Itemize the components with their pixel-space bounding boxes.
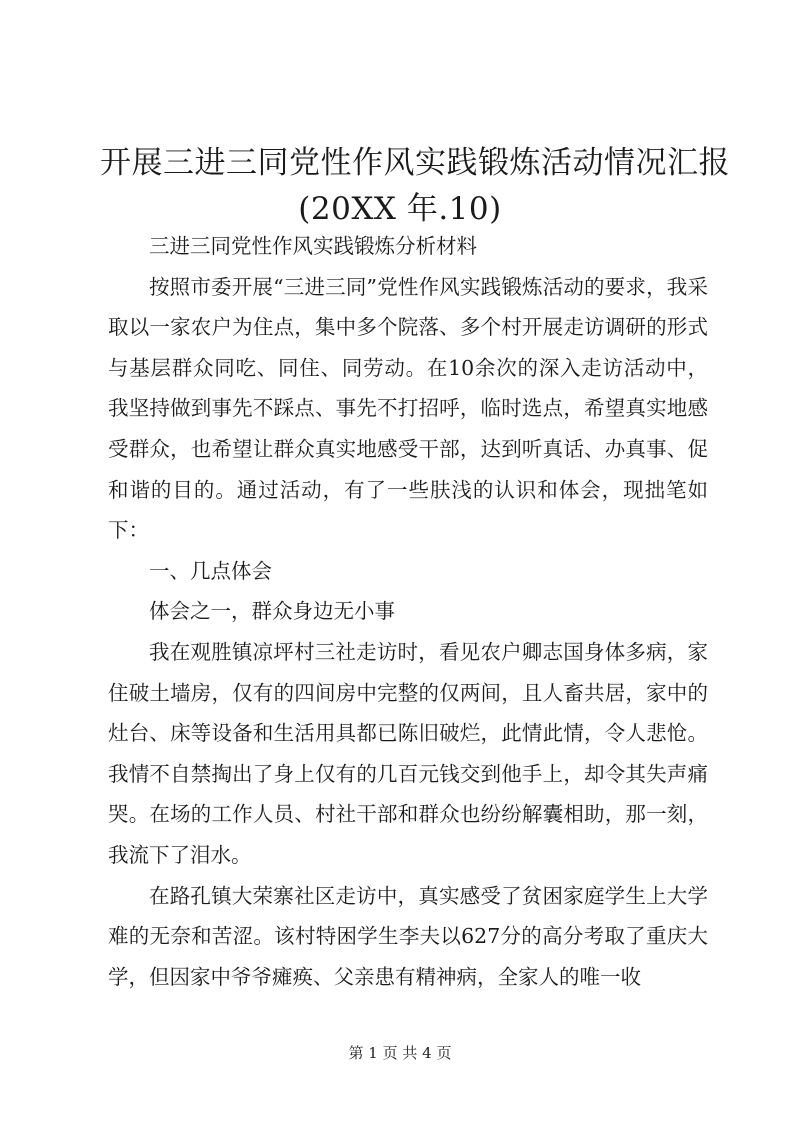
paragraph-story-1: 我在观胜镇凉坪村三社走访时，看见农户卿志国身体多病，家住破土墙房，仅有的四间房中完整的仅两间，且人畜共居，家中的灶台、床等设备和生活用具都已陈旧破烂，此情此情，令人悲怆。我情不自禁掏出了身上仅有的几百元钱交到他手上，却令其失声痛哭。在场的工作人员、村社干部和群众也纷纷解囊相助，那一刻，我流下了泪水。 (108, 639, 708, 867)
page-footer: 第 1 页 共 4 页 (348, 1044, 452, 1062)
title-line-1: 开展三进三同党性作风实践锻炼活动情况汇报 (100, 145, 730, 181)
document-title (100, 140, 730, 232)
paragraph-intro: 按照市委开展“三进三同”党性作风实践锻炼活动的要求，我采取以一家农户为住点，集中多个院落、多个村开展走访调研的形式与基层群众同吃、同住、同劳动。在10余次的深入走访活动中，我坚持做到事先不踩点、事先不打招呼，临时选点，希望真实地感受群众，也希望让群众真实地感受干部，达到听真话、办真事、促和谐的目的。通过活动，有了一些肤浅的认识和体会，现拙笔如下： (108, 274, 708, 543)
subsection-heading: 体会之一，群众身边无小事 (149, 599, 395, 624)
document-body (108, 226, 708, 997)
section-heading: 一、几点体会 (149, 558, 272, 583)
document-subtitle: 三进三同党性作风实践锻炼分析材料 (149, 234, 477, 258)
paragraph-story-2: 在路孔镇大荣寨社区走访中，真实感受了贫困家庭学生上大学难的无奈和苦涩。该村特困学生李夫以627分的高分考取了重庆大学，但因家中爷爷瘫痪、父亲患有精神病，全家人的唯一收 (108, 883, 708, 989)
title-line-2: (20XX 年.10) (298, 191, 502, 227)
